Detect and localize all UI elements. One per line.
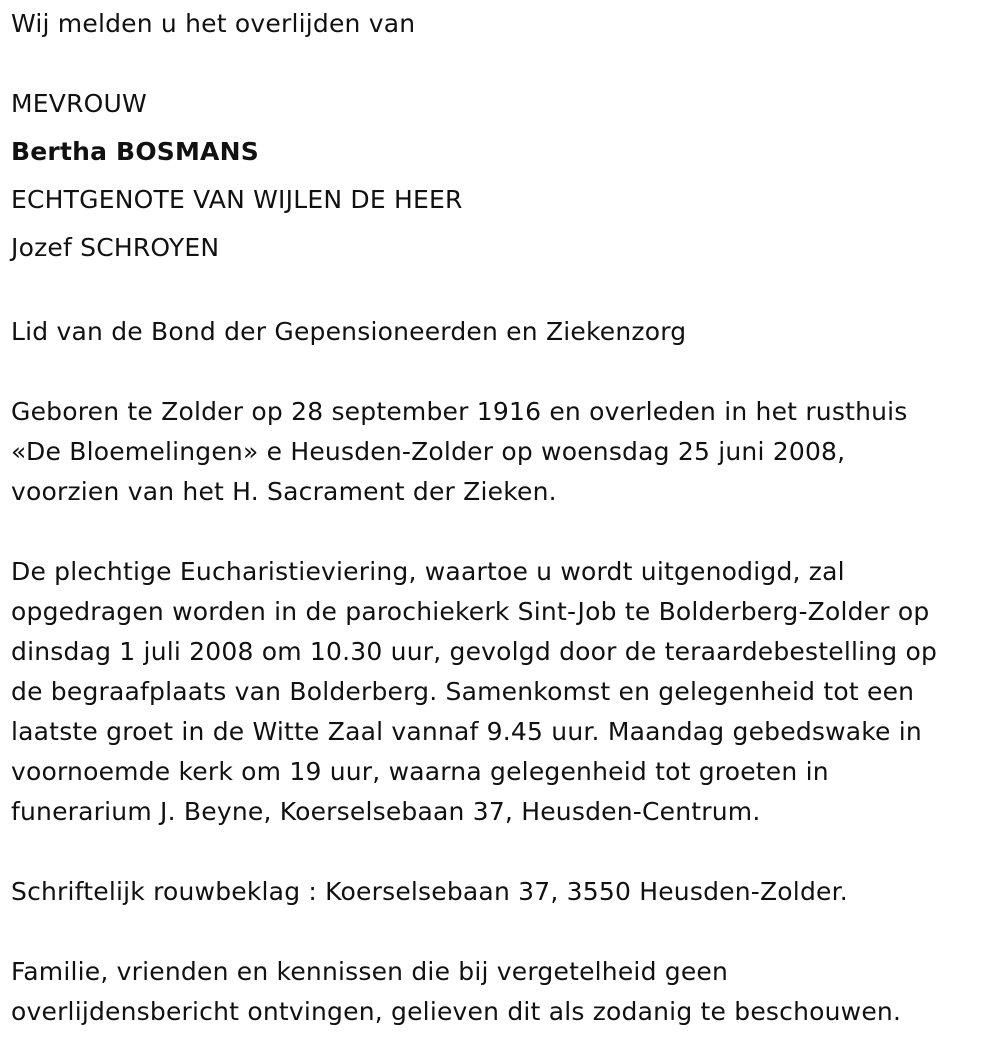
deceased-name: Bertha BOSMANS	[11, 137, 259, 166]
closing-line: Familie, vrienden en kennissen die bij vergetelheid geen	[11, 957, 729, 986]
closing-line: overlijdensbericht ontvingen, gelieven dit als zodanig te beschouwen.	[11, 997, 902, 1026]
deceased-title: MEVROUW	[11, 89, 147, 118]
ceremony-line: voornoemde kerk om 19 uur, waarna gelegenheid tot groeten in	[11, 757, 829, 786]
closing-paragraph	[11, 952, 991, 1032]
condolence-paragraph	[11, 872, 991, 912]
spouse-name: Jozef SCHROYEN	[11, 233, 220, 262]
birth-death-line: Geboren te Zolder op 28 september 1916 en overleden in het rusthuis	[11, 397, 908, 426]
membership-paragraph	[11, 312, 991, 352]
ceremony-line: opgedragen worden in de parochiekerk Sint-Job te Bolderberg-Zolder op	[11, 597, 930, 626]
membership-text: Lid van de Bond der Gepensioneerden en Ziekenzorg	[11, 317, 687, 346]
birth-death-line: voorzien van het H. Sacrament der Zieken.	[11, 477, 557, 506]
condolence-address: Schriftelijk rouwbeklag : Koerselsebaan 37, 3550 Heusden-Zolder.	[11, 877, 848, 906]
birth-death-line: «De Bloemelingen» e Heusden-Zolder op woensdag 25 juni 2008,	[11, 437, 846, 466]
ceremony-line: dinsdag 1 juli 2008 om 10.30 uur, gevolgd door de teraardebestelling op	[11, 637, 938, 666]
ceremony-line: funerarium J. Beyne, Koerselsebaan 37, Heusden-Centrum.	[11, 797, 761, 826]
spouse-label: ECHTGENOTE VAN WIJLEN DE HEER	[11, 185, 463, 214]
ceremony-paragraph	[11, 552, 991, 832]
birth-death-paragraph	[11, 392, 991, 512]
deceased-block	[11, 80, 991, 272]
ceremony-line: laatste groet in de Witte Zaal vannaf 9.45 uur. Maandag gebedswake in	[11, 717, 922, 746]
ceremony-line: De plechtige Eucharistieviering, waartoe u wordt uitgenodigd, zal	[11, 557, 845, 586]
ceremony-line: de begraafplaats van Bolderberg. Samenkomst en gelegenheid tot een	[11, 677, 915, 706]
death-notice	[11, 0, 991, 1032]
intro-text: Wij melden u het overlijden van	[11, 9, 416, 38]
